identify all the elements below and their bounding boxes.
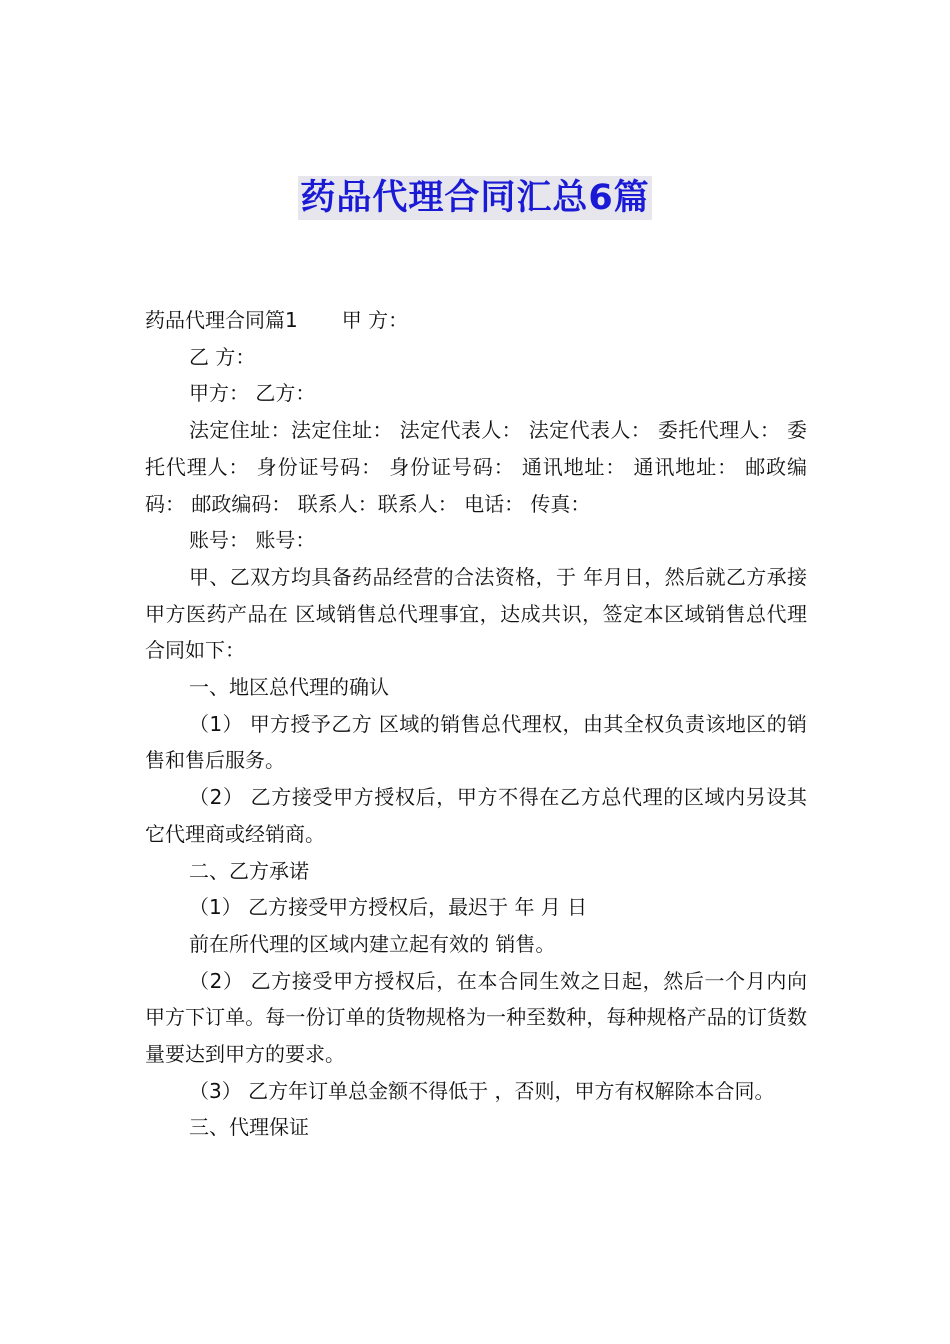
paragraph: （2） 乙方接受甲方授权后，甲方不得在乙方总代理的区域内另设其它代理商或经销商。 (145, 785, 807, 846)
contract-subtitle: 药品代理合同篇1 (145, 308, 298, 332)
paragraph: （1） 乙方接受甲方授权后，最迟于 年 月 日 (189, 895, 588, 920)
paragraph: 前在所代理的区域内建立起有效的 销售。 (189, 931, 556, 956)
title-wrapper (0, 176, 950, 220)
document-body (145, 302, 807, 1146)
paragraph: （2） 乙方接受甲方授权后，在本合同生效之日起，然后一个月内向甲方下订单。每一份订单的货物规格为一种至数种，每种规格产品的订货数量要达到甲方的要求。 (145, 968, 807, 1067)
paragraph: 乙 方： (189, 344, 256, 369)
paragraph: 法定住址：法定住址： 法定代表人： 法定代表人： 委托代理人： 委托代理人： 身份证号码： 身份证号码： 通讯地址： 通讯地址： 邮政编码： 邮政编码： 联系人：联系人： 电话： 传真： (145, 418, 807, 516)
section-heading: 三、代理保证 (189, 1115, 309, 1140)
section-heading: 二、乙方承诺 (189, 858, 309, 883)
paragraph: 账号： 账号： (189, 528, 316, 553)
contract-heading-line (145, 302, 807, 339)
document-title: 药品代理合同汇总6篇 (300, 178, 650, 218)
paragraph: 甲、乙双方均具备药品经营的合法资格，于 年月日，然后就乙方承接甲方医药产品在 区域销售总代理事宜，达成共识，签定本区域销售总代理合同如下： (145, 564, 807, 663)
section-heading: 一、地区总代理的确认 (189, 675, 389, 700)
paragraph: （1） 甲方授予乙方 区域的销售总代理权，由其全权负责该地区的销售和售后服务。 (145, 711, 807, 773)
party-a-label: 甲 方： (341, 308, 409, 332)
paragraph: （3） 乙方年订单总金额不得低于 ，否则，甲方有权解除本合同。 (189, 1078, 775, 1103)
paragraph: 甲方： 乙方： (189, 381, 316, 406)
